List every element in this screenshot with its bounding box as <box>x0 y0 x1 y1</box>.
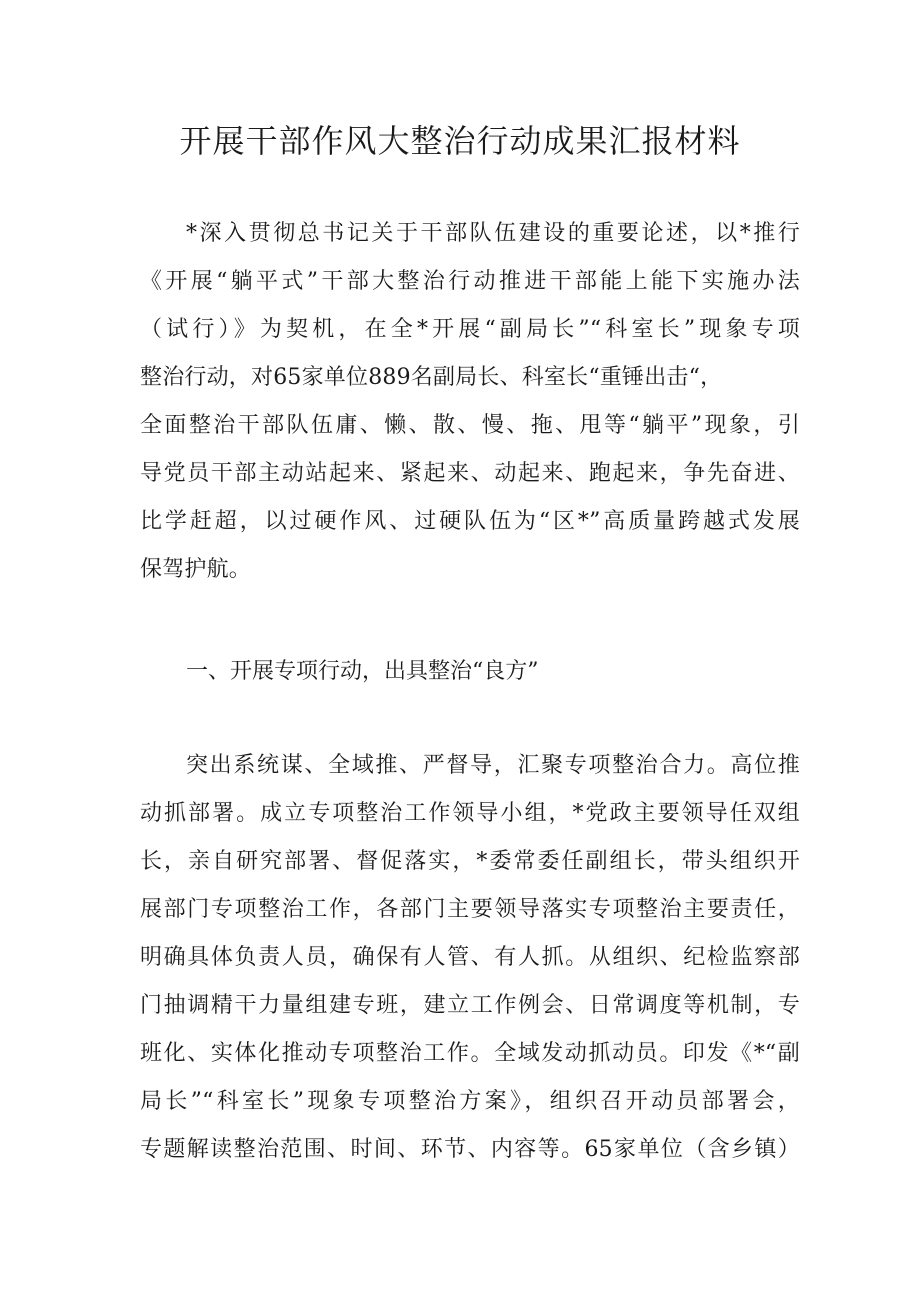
intro-line-2: 《开展“躺平式”干部大整治行动推进干部能上能下实施办法 <box>140 269 800 294</box>
section1-line-7: 班化、实体化推动专项整治工作。全域发动抓动员。印发《*“副 <box>140 1041 800 1066</box>
section1-line-4: 展部门专项整治工作，各部门主要领导落实专项整治主要责任， <box>140 897 800 922</box>
section-heading-1: 一、开展专项行动，出具整治“良方” <box>186 659 539 684</box>
section1-line-3: 长，亲自研究部署、督促落实，*委常委任副组长，带头组织开 <box>140 849 800 874</box>
section1-line-6: 门抽调精干力量组建专班，建立工作例会、日常调度等机制，专 <box>140 993 800 1018</box>
section1-line-2: 动抓部署。成立专项整治工作领导小组，*党政主要领导任双组 <box>140 801 800 826</box>
section1-line-1: 突出系统谋、全域推、严督导，汇聚专项整治合力。高位推 <box>186 753 800 778</box>
intro-line-6: 导党员干部主动站起来、紧起来、动起来、跑起来，争先奋进、 <box>140 461 800 486</box>
intro-line-8: 保驾护航。 <box>140 557 252 582</box>
intro-line-5: 全面整治干部队伍庸、懒、散、慢、拖、甩等“躺平”现象，引 <box>140 413 800 438</box>
intro-line-7: 比学赶超，以过硬作风、过硬队伍为“区*”高质量跨越式发展 <box>140 509 800 534</box>
document-title: 开展干部作风大整治行动成果汇报材料 <box>179 122 741 160</box>
intro-line-3: （试行）》为契机，在全*开展“副局长”“科室长”现象专项 <box>140 317 800 342</box>
intro-line-4: 整治行动，对65家单位889名副局长、科室长“重锤出击“， <box>140 365 723 390</box>
section1-line-5: 明确具体负责人员，确保有人管、有人抓。从组织、纪检监察部 <box>140 945 800 970</box>
intro-line-1: *深入贯彻总书记关于干部队伍建设的重要论述，以*推行 <box>186 221 800 246</box>
section1-line-9: 专题解读整治范围、时间、环节、内容等。65家单位（含乡镇） <box>140 1137 800 1162</box>
section1-line-8: 局长”“科室长”现象专项整治方案》，组织召开动员部署会， <box>140 1089 800 1114</box>
